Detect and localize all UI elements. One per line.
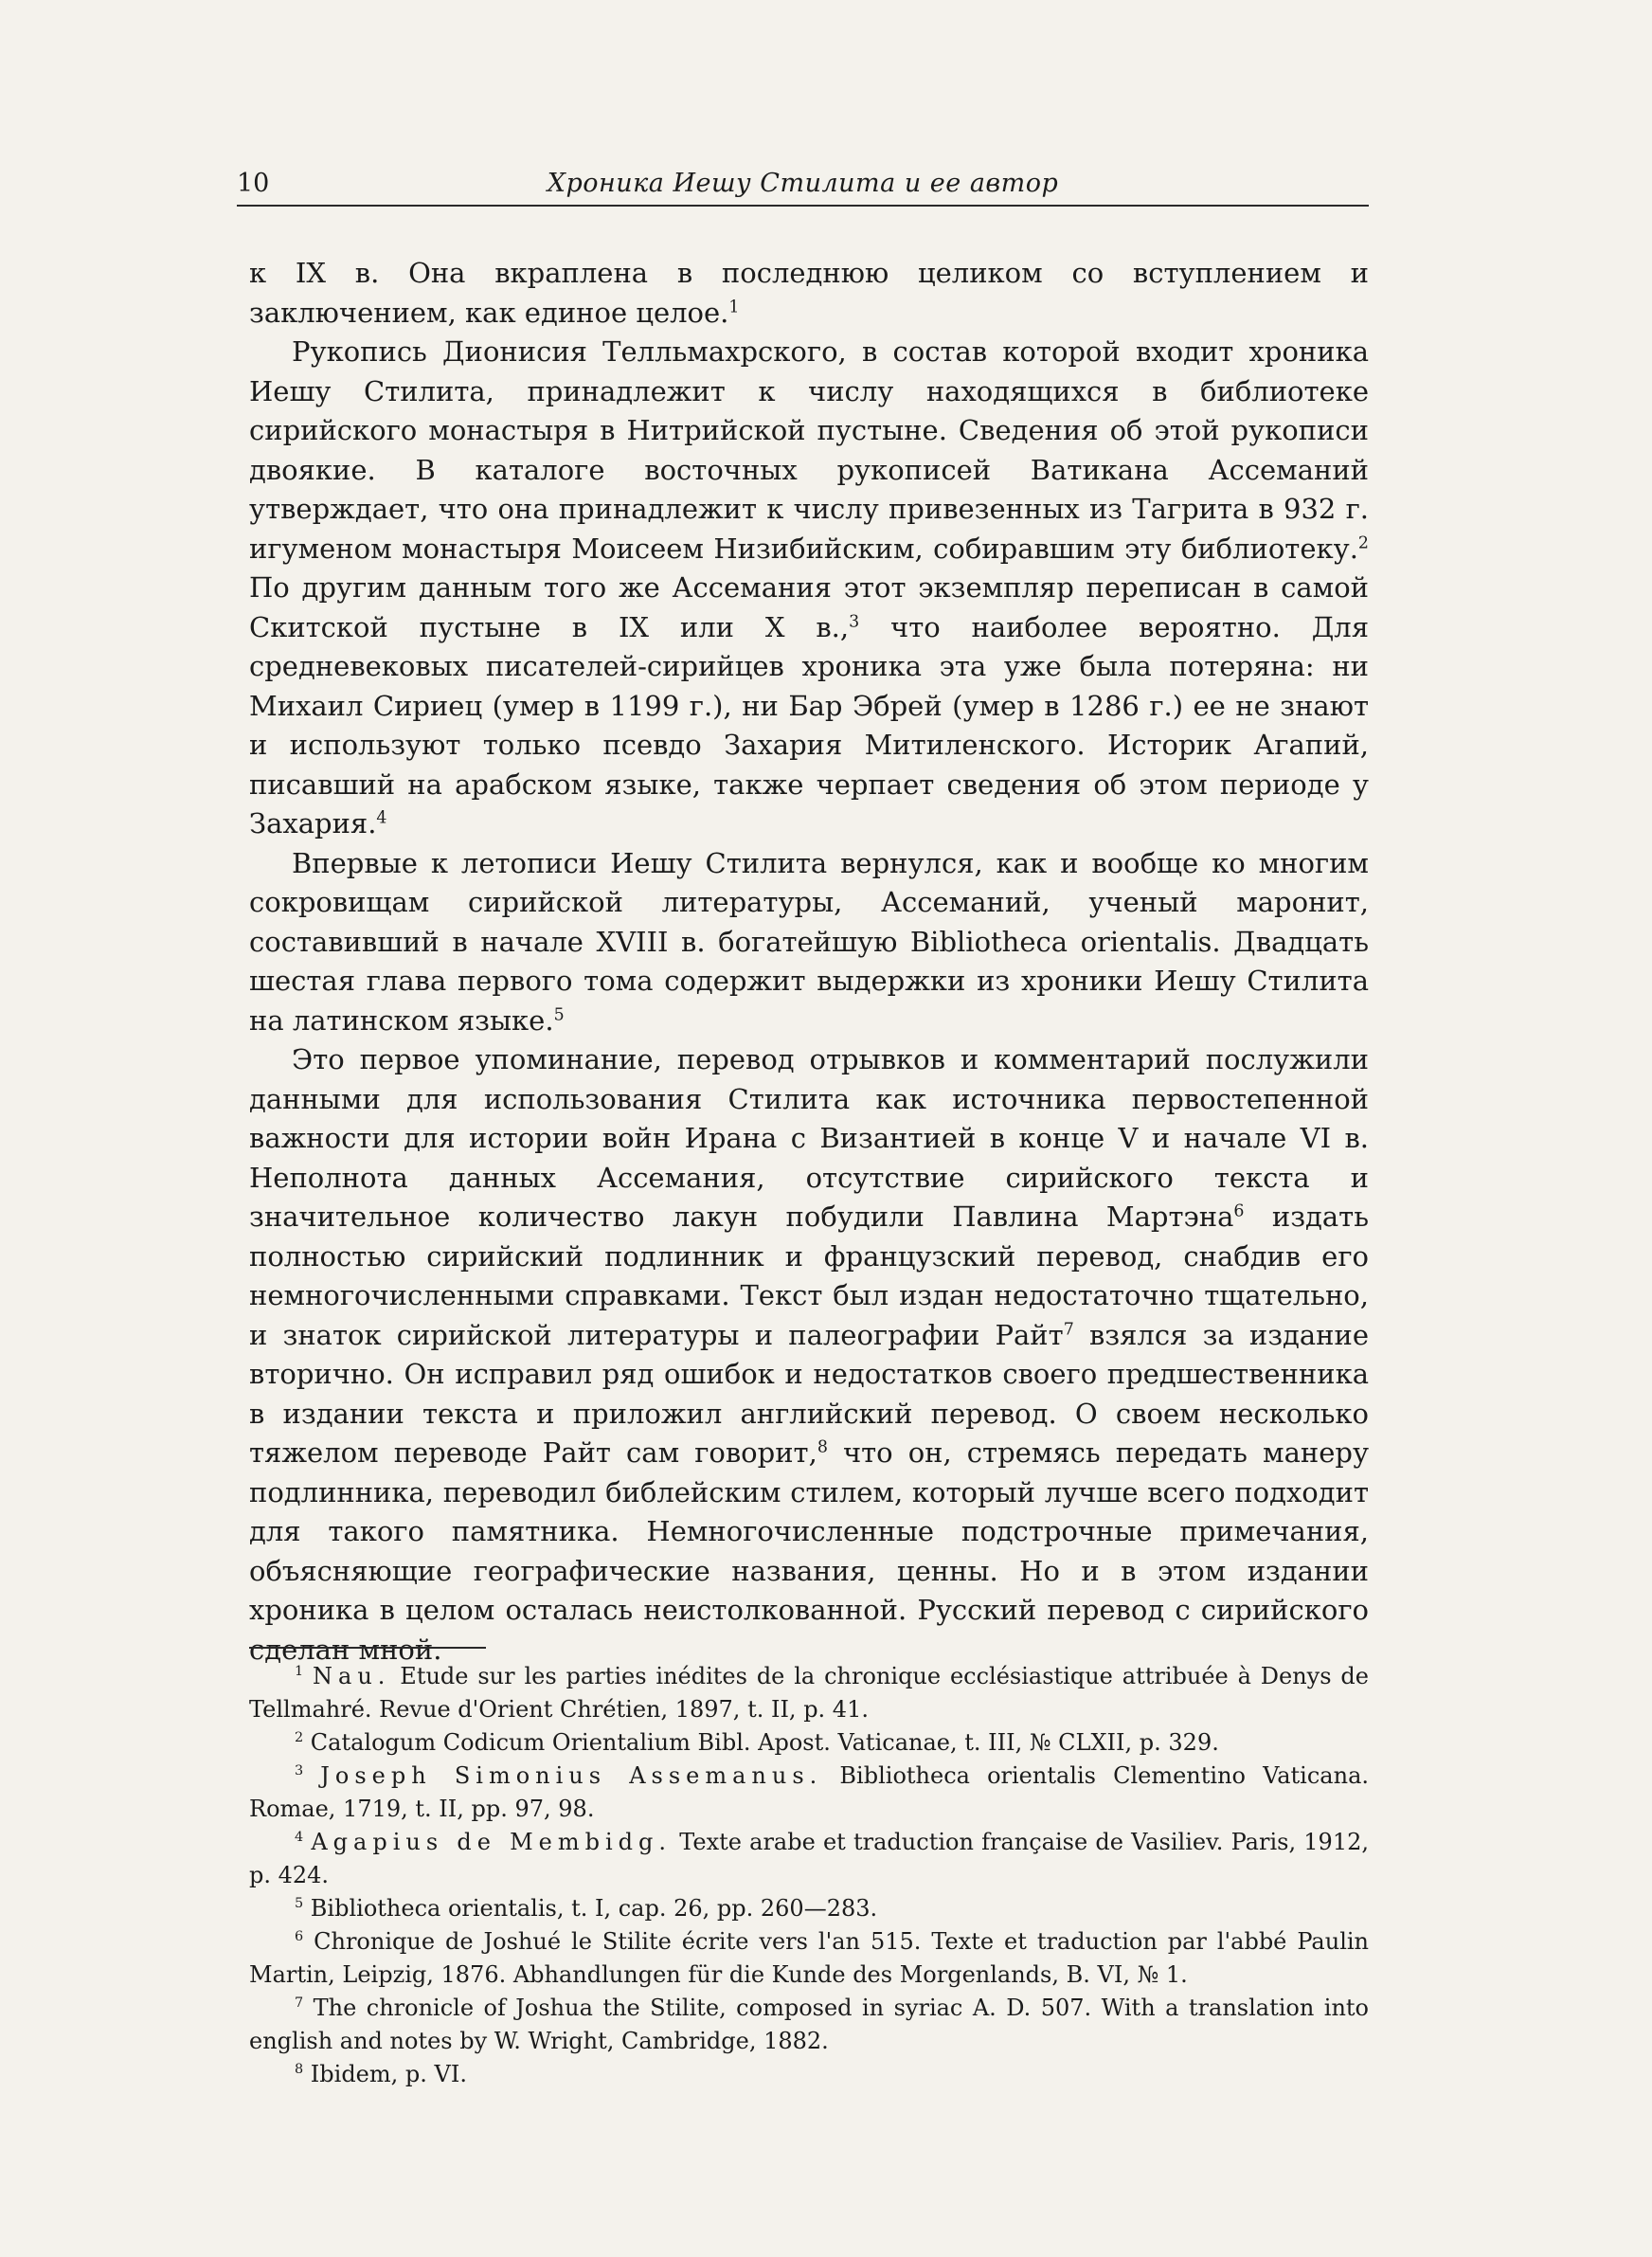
footnote-text: The chronicle of Joshua the Stilite, composed in syriac A. D. 507. With a translation into english and notes by W. Wright, Cambridge, 1882. xyxy=(249,1995,1369,2054)
footnote-author: Joseph Simonius Assemanus. xyxy=(320,1762,823,1789)
main-text xyxy=(249,254,1369,1670)
footnote xyxy=(249,1892,1369,1925)
footnote-ref: 6 xyxy=(1233,1201,1245,1221)
footnote-ref: 2 xyxy=(1357,533,1369,552)
footnote-ref: 5 xyxy=(553,1004,565,1024)
paragraph-4 xyxy=(249,1040,1369,1670)
paragraph-text: взялся за издание вторично. Он исправил ряд ошибок и недостатков своего предшественника в издании текста и приложил английский перевод. О своем несколько тяжелом переводе Райт сам говорит, xyxy=(249,1318,1369,1469)
footnote-author: Agapius de Membidg. xyxy=(311,1829,673,1855)
footnote-number: 3 xyxy=(295,1763,304,1779)
page-number: 10 xyxy=(237,169,270,198)
paragraph-text: Рукопись Дионисия Телльмахрского, в состав которой входит хроника Иешу Стилита, принадлежит к числу находящихся в библиотеке сирийского монастыря в Нитрийской пустыне. Сведения об этой рукописи двоякие. В каталоге восточных рукописей Ватикана Ассеманий утверждает, что она принадлежит к числу привезенных из Тагрита в 932 г. игуменом монастыря Моисеем Низибийским, собиравшим эту библиотеку. xyxy=(249,335,1369,565)
footnote-ref: 8 xyxy=(817,1437,828,1457)
page-header xyxy=(237,167,1369,207)
paragraph-3 xyxy=(249,844,1369,1041)
footnote-number: 2 xyxy=(295,1730,304,1745)
footnote-number: 1 xyxy=(295,1664,304,1679)
paragraph-text: что наиболее вероятно. Для средневековых писателей-сирийцев хроника эта уже была потеряна: ни Михаил Сириец (умер в 1199 г.), ни Бар Эбрей (умер в 1286 г.) ее не знают и используют только псевдо Захария Митиленского. Историк Агапий, писавший на арабском языке, также черпает сведения об этом периоде у Захария. xyxy=(249,610,1369,840)
footnote-author: Nau. xyxy=(313,1663,391,1689)
footnote xyxy=(249,1726,1369,1760)
footnote-ref: 4 xyxy=(376,808,387,828)
paragraph-text: По другим данным того же Ассемания этот экземпляр переписан в самой Скитской пустыне в IX или X в., xyxy=(249,571,1369,643)
paragraph-2 xyxy=(249,333,1369,844)
footnote-number: 4 xyxy=(295,1830,304,1845)
footnote-text: Texte arabe et traduction française de Vasiliev. Paris, 1912, p. 424. xyxy=(249,1829,1369,1888)
footnote xyxy=(249,1660,1369,1726)
running-title: Хроника Иешу Стилита и ее автор xyxy=(547,169,1059,198)
paragraph-text: издать полностью сирийский подлинник и французский перевод, снабдив его немногочисленными справками. Текст был издан недостаточно тщательно, и знаток сирийской литературы и палеографии Райт xyxy=(249,1201,1370,1351)
footnote xyxy=(249,1760,1369,1826)
footnote xyxy=(249,1992,1369,2058)
footnote-number: 7 xyxy=(295,1995,304,2011)
footnote-text: Etude sur les parties inédites de la chronique ecclésiastique attribuée à Denys de Tellmahré. Revue d'Orient Chrétien, 1897, t. II, p. 41. xyxy=(249,1663,1369,1723)
footnote-text: Catalogum Codicum Orientalium Bibl. Apost. Vaticanae, t. III, № CLXII, p. 329. xyxy=(310,1729,1219,1756)
footnotes xyxy=(249,1660,1369,2091)
paragraph-text: Это первое упоминание, перевод отрывков и комментарий послужили данными для использования Стилита как источника первостепенной важности для истории войн Ирана с Византией в конце V и начале VI в. Неполнота данных Ассемания, отсутствие сирийского текста и значительное количество лакун побудили Павлина Мартэна xyxy=(249,1043,1369,1233)
paragraph-text: к IX в. Она вкраплена в последнюю целиком со вступлением и заключением, как единое целое. xyxy=(249,257,1369,329)
paragraph-text: что он, стремясь передать манеру подлинника, переводил библейским стилем, который лучше всего подходит для такого памятника. Немногочисленные подстрочные примечания, объясняющие географические названия, ценны. Но и в этом издании хроника в целом осталась неистолкованной. Русский перевод с сирийского сделан мной. xyxy=(249,1436,1370,1666)
footnote-number: 5 xyxy=(295,1896,304,1911)
footnote-number: 8 xyxy=(295,2062,304,2077)
paragraph-text: Впервые к летописи Иешу Стилита вернулся, как и вообще ко многим сокровищам сирийской литературы, Ассеманий, ученый маронит, составивший в начале XVIII в. богатейшую Bibliotheca orientalis. Двадцать шестая глава первого тома содержит выдержки из хроники Иешу Стилита на латинском языке. xyxy=(249,846,1369,1037)
footnote-text: Bibliotheca orientalis, t. I, cap. 26, pp. 260—283. xyxy=(310,1895,878,1922)
footnote-text: Bibliotheca orientalis Clementino Vaticana. Romae, 1719, t. II, pp. 97, 98. xyxy=(249,1762,1370,1822)
footnote xyxy=(249,1925,1369,1992)
footnote xyxy=(249,2058,1369,2091)
footnote-ref: 7 xyxy=(1063,1319,1074,1339)
footnote-divider xyxy=(249,1647,486,1649)
footnote-ref: 1 xyxy=(728,297,740,316)
footnote xyxy=(249,1826,1369,1892)
paragraph-1 xyxy=(249,254,1369,333)
footnote-ref: 3 xyxy=(849,611,860,631)
footnote-text: Chronique de Joshué le Stilite écrite vers l'an 515. Texte et traduction par l'abbé Paulin Martin, Leipzig, 1876. Abhandlungen für die Kunde des Morgenlands, B. VI, № 1. xyxy=(249,1928,1369,1988)
footnote-number: 6 xyxy=(295,1929,304,1944)
footnote-text: Ibidem, p. VI. xyxy=(310,2061,467,2087)
